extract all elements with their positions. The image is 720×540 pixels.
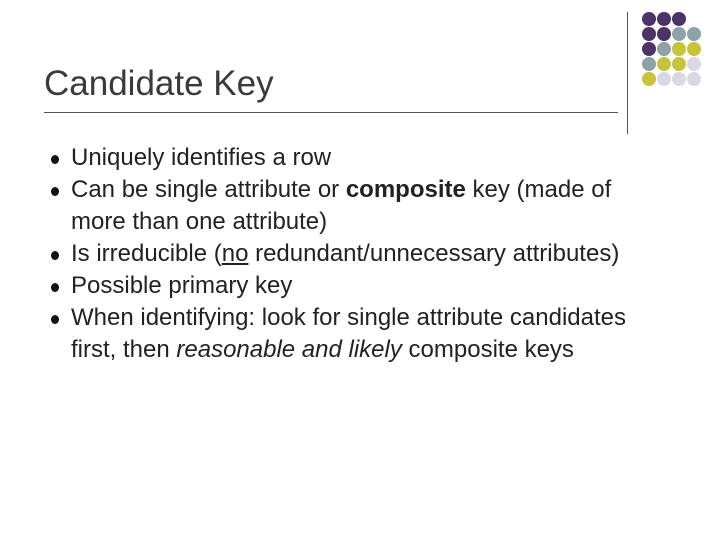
bullet-list [44, 142, 644, 366]
bullet-item [44, 270, 644, 302]
bullet-item [44, 238, 644, 270]
slide-title: Candidate Key [44, 64, 274, 103]
decorative-dot [687, 72, 701, 86]
bullet-text: reasonable and likely [176, 336, 402, 363]
decorative-dot [657, 57, 671, 71]
bullet-text: Possible primary key [71, 272, 293, 299]
decorative-dot [642, 72, 656, 86]
bullet-text: When identifying: look for single attribute candidates first, then [71, 304, 626, 363]
title-underline-divider [44, 112, 618, 113]
decorative-dot [642, 12, 656, 26]
bullet-text: key (made of more than one attribute) [71, 176, 612, 235]
decorative-dot [642, 27, 656, 41]
bullet-text: redundant/unnecessary attributes) [248, 240, 620, 267]
bullet-text: composite [345, 176, 466, 203]
decorative-dot [672, 27, 686, 41]
decorative-dot [657, 42, 671, 56]
bullet-text: Can be single attribute or [71, 176, 346, 203]
bullet-text: Uniquely identifies a row [71, 144, 332, 171]
decorative-dot [672, 42, 686, 56]
decorative-dot [687, 42, 701, 56]
decorative-dot [642, 42, 656, 56]
bullet-item [44, 142, 644, 174]
bullet-item [44, 174, 644, 238]
decorative-dot [687, 27, 701, 41]
bullet-text: composite keys [401, 336, 574, 363]
bullet-item [44, 302, 644, 366]
bullet-text: no [221, 240, 249, 267]
bullet-text: Is irreducible ( [71, 240, 222, 267]
decorative-dot [672, 72, 686, 86]
decorative-dot [657, 12, 671, 26]
decorative-dot [657, 27, 671, 41]
title-vertical-divider [627, 12, 628, 134]
decorative-dot [657, 72, 671, 86]
decorative-dot [672, 12, 686, 26]
decorative-dot [642, 57, 656, 71]
decorative-dot [672, 57, 686, 71]
decorative-dot [687, 57, 701, 71]
